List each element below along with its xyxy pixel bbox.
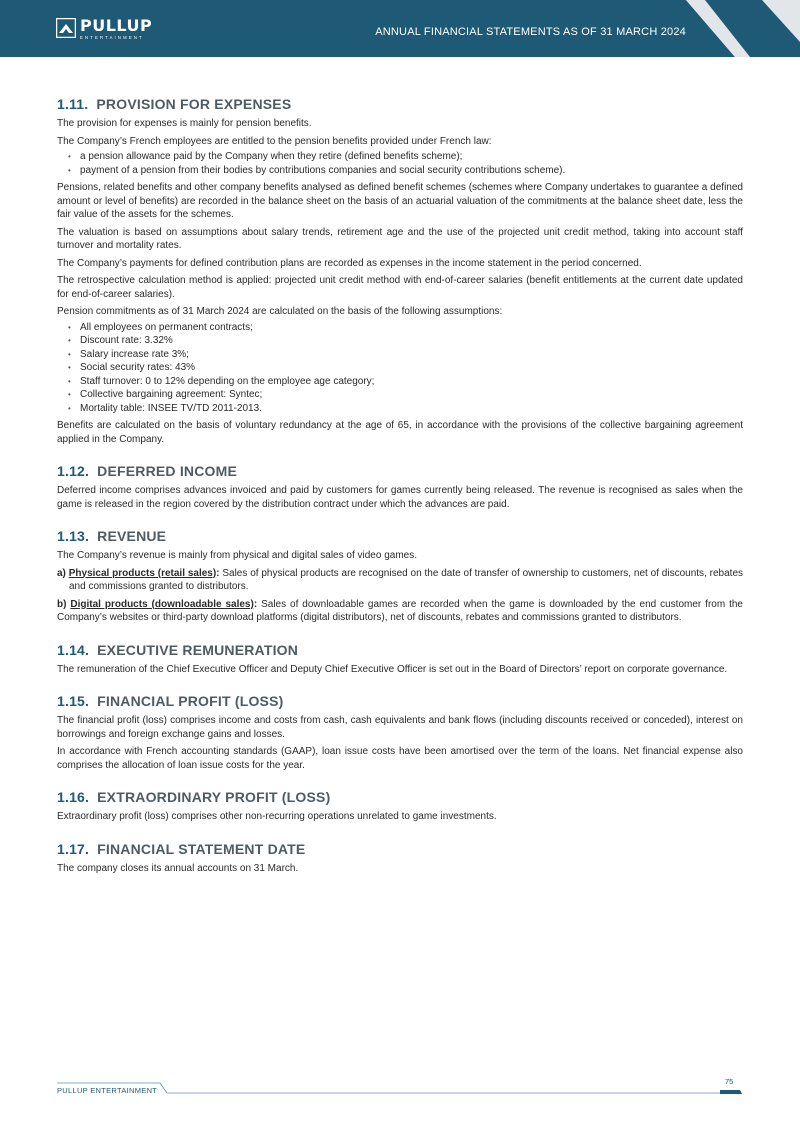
section-financial-profit: [57, 693, 743, 772]
section-deferred-income: [57, 463, 743, 511]
section-title: DEFERRED INCOME: [97, 463, 238, 479]
paragraph: The company closes its annual accounts on 31 March.: [57, 862, 299, 874]
list-item: • Mortality table: INSEE TV/TD 2011-2013.: [57, 402, 743, 416]
section-number: 1.17.: [57, 840, 90, 857]
section-heading: [57, 96, 743, 112]
section-number: 1.13.: [57, 528, 90, 544]
paragraph: The retrospective calculation method is applied: projected unit credit method with end-of-career salaries (benefit entitlements at the current date updated for end-of-career salaries).: [57, 275, 743, 300]
label-colon: :: [253, 598, 258, 610]
list-item: • payment of a pension from their bodies by contributions companies and social security contributions scheme).: [57, 164, 743, 178]
section-extraordinary-profit: [57, 789, 743, 824]
section-heading: [57, 693, 743, 709]
section-title: FINANCIAL PROFIT (LOSS): [97, 693, 284, 709]
company-logo: [56, 18, 152, 40]
section-heading: [57, 463, 743, 479]
section-heading: [57, 789, 743, 805]
paragraph: The Company’s payments for defined contribution plans are recorded as expenses in the income statement in the period concerned.: [57, 257, 642, 269]
digital-products-text: Sales of downloadable games are recorded when the game is downloaded by the end customer from the Company’s websites or third-party download platforms (digital distributors), net of discounts, rebates and commissions granted to distributors.: [57, 598, 743, 623]
digital-products-label: Digital products (downloadable sales): [70, 598, 254, 610]
paragraph: Extraordinary profit (loss) comprises other non-recurring operations unrelated to game investments.: [57, 811, 497, 822]
section-number: 1.16.: [57, 789, 90, 805]
section-number: 1.15.: [57, 693, 90, 709]
page-content: [57, 96, 743, 892]
document-title: ANNUAL FINANCIAL STATEMENTS AS OF 31 MARCH 2024: [375, 26, 686, 38]
assumptions-list: [57, 321, 743, 416]
section-title: FINANCIAL STATEMENT DATE: [97, 840, 306, 857]
list-item: • Salary increase rate 3%;: [57, 348, 743, 362]
paragraph: The valuation is based on assumptions about salary trends, retirement age and the use of the projected unit credit method, taking into account staff turnover and mortality rates.: [57, 226, 743, 251]
label-colon: :: [216, 567, 220, 579]
section-number: 1.12.: [57, 463, 90, 479]
section-number: 1.11.: [57, 96, 89, 112]
section-title: PROVISION FOR EXPENSES: [96, 96, 292, 112]
list-item: • Collective bargaining agreement: Syntec;: [57, 388, 743, 402]
section-title: EXTRAORDINARY PROFIT (LOSS): [97, 789, 331, 805]
item-prefix: a): [57, 567, 69, 579]
list-item: • All employees on permanent contracts;: [57, 321, 743, 335]
page-number: 75: [725, 1077, 734, 1086]
list-item: • Social security rates: 43%: [57, 361, 743, 375]
logo-subtitle: ENTERTAINMENT: [80, 35, 144, 40]
item-prefix: b): [57, 598, 71, 610]
section-provision-for-expenses: [57, 96, 743, 446]
paragraph: Pensions, related benefits and other company benefits analysed as defined benefit schemes (schemes where Company undertakes to guarantee a defined amount or level of benefits) are recorded in the balance sheet on the basis of an actuarial valuation of the commitments at the balance sheet date, less the fair value of the assets for the schemes.: [57, 182, 743, 220]
page-header: [0, 0, 800, 57]
paragraph: The remuneration of the Chief Executive Officer and Deputy Chief Executive Officer is set out in the Board of Directors’ report on corporate governance.: [57, 663, 728, 675]
list-item: • a pension allowance paid by the Company when they retire (defined benefits scheme);: [57, 150, 743, 164]
footer-rule: [0, 1070, 800, 1100]
physical-products-text: Sales of physical products are recognised on the date of transfer of ownership to customers, net of discounts, rebates and commissions granted to distributors.: [69, 567, 744, 592]
logo-mark-icon: [56, 18, 76, 38]
section-heading: [57, 841, 743, 857]
section-number: 1.14.: [57, 641, 90, 658]
paragraph: In accordance with French accounting standards (GAAP), loan issue costs have been amortised over the term of the loans. Net financial expense also comprises the allocation of loan issue costs for the year.: [57, 746, 743, 771]
paragraph: Pension commitments as of 31 March 2024 are calculated on the basis of the following assumptions:: [57, 306, 503, 317]
footer-company-name: PULLUP ENTERTAINMENT: [57, 1086, 158, 1095]
physical-products-paragraph: [57, 567, 743, 594]
paragraph: The Company’s revenue is mainly from physical and digital sales of video games.: [57, 550, 417, 561]
logo-wordmark: PULLUP: [80, 16, 153, 35]
chapter-number: 8: [733, 22, 743, 41]
paragraph: The provision for expenses is mainly for pension benefits.: [57, 118, 312, 129]
paragraph: The Company’s French employees are entitled to the pension benefits provided under French law:: [57, 135, 492, 147]
section-title: REVENUE: [97, 528, 167, 544]
section-revenue: [57, 528, 743, 625]
list-item: • Staff turnover: 0 to 12% depending on the employee age category;: [57, 375, 743, 389]
paragraph: The financial profit (loss) comprises income and costs from cash, cash equivalents and bank flows (including discounts received or conceded), interest on borrowings and foreign exchange gains and losses.: [57, 715, 743, 740]
section-heading: [57, 642, 743, 658]
list-item: • Discount rate: 3.32%: [57, 334, 743, 348]
paragraph: Deferred income comprises advances invoiced and paid by customers for games currently being released. The revenue is recognised as sales when the game is released in the region covered by the distribution contract under which the advances are paid.: [57, 485, 743, 510]
digital-products-paragraph: [57, 598, 743, 625]
section-executive-remuneration: [57, 642, 743, 677]
section-heading: [57, 528, 743, 544]
page-footer: [0, 1070, 800, 1100]
section-financial-statement-date: [57, 841, 743, 876]
pension-benefits-list: [57, 150, 743, 177]
section-title: EXECUTIVE REMUNERATION: [97, 641, 299, 658]
paragraph: Benefits are calculated on the basis of voluntary redundancy at the age of 65, in accordance with the provisions of the collective bargaining agreement applied in the Company.: [57, 420, 743, 445]
physical-products-label: Physical products (retail sales): [68, 567, 217, 579]
